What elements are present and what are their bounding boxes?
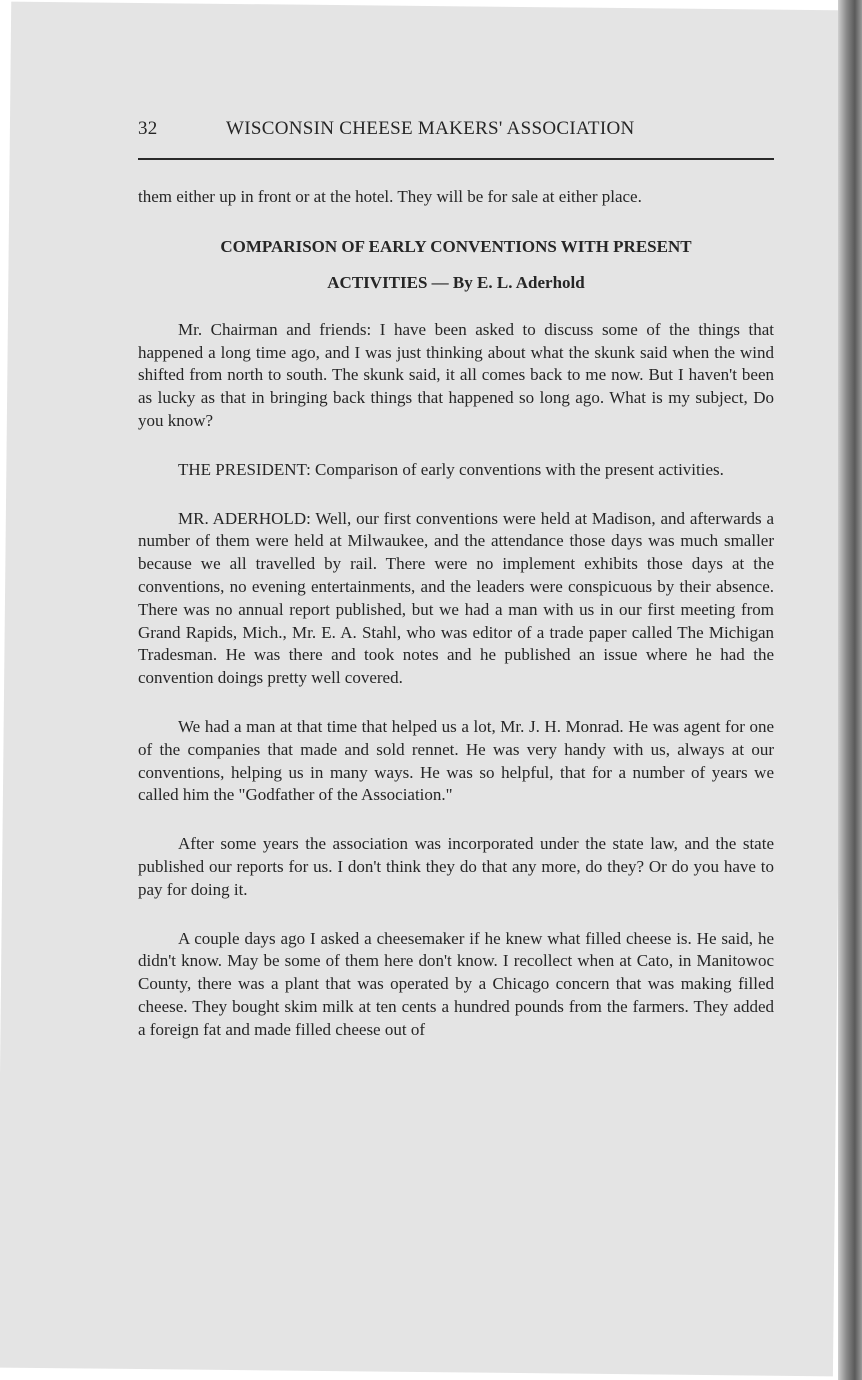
paragraph-filled-cheese: A couple days ago I asked a cheesemaker if he knew what filled cheese is. He said, he didn't know. May be some of them here don't know. I recollect when at Cato, in Manitowoc County, there was a plant that was operated by a Chicago concern that was making filled cheese. They bought skim milk at ten cents a hundred pounds from the farmers. They added a foreign fat and made filled cheese out of bbox=[138, 928, 774, 1039]
header-rule bbox=[138, 158, 774, 160]
running-title: WISCONSIN CHEESE MAKERS' ASSOCIATION bbox=[226, 118, 635, 139]
opening-paragraph: them either up in front or at the hotel. They will be for sale at either place. bbox=[138, 187, 642, 206]
paragraph-chairman: Mr. Chairman and friends: I have been asked to discuss some of the things that happened a long time ago, and I was just thinking about what the skunk said when the wind shifted from north to south. The skunk said, it all comes back to me now. But I haven't been as lucky as that in bringing back things that happened so long ago. What is my subject, Do you know? bbox=[138, 319, 774, 430]
running-header bbox=[138, 116, 774, 148]
paragraph-president: THE PRESIDENT: Comparison of early conventions with the present activities. bbox=[178, 459, 724, 479]
page-number: 32 bbox=[138, 118, 158, 139]
paragraph-monrad: We had a man at that time that helped us a lot, Mr. J. H. Monrad. He was agent for one of the companies that made and sold rennet. He was very handy with us, always at our conventions, helping us in many ways. He was so helpful, that for a number of years we called him the "Godfather of the Association." bbox=[138, 716, 774, 805]
book-spine-edge bbox=[838, 0, 862, 1380]
article-title-line-2: ACTIVITIES — By E. L. Aderhold bbox=[327, 272, 585, 292]
article-title-line-1: COMPARISON OF EARLY CONVENTIONS WITH PRESENT bbox=[220, 236, 692, 256]
paragraph-incorporation: After some years the association was incorporated under the state law, and the state published our reports for us. I don't think they do that any more, do they? Or do you have to pay for doing it. bbox=[138, 834, 774, 899]
paragraph-aderhold: MR. ADERHOLD: Well, our first conventions were held at Madison, and afterwards a number of them were held at Milwaukee, and the attendance those days was much smaller because we all travelled by rail. There were no implement exhibits those days at the conventions, no evening entertainments, and the leaders were conspicuous by their absence. There was no annual report published, but we had a man with us in our first meeting from Grand Rapids, Mich., Mr. E. A. Stahl, who was editor of a trade paper called The Michigan Tradesman. He was there and took notes and he published an issue where he had the convention doings pretty well covered. bbox=[138, 508, 774, 688]
page-content bbox=[138, 116, 774, 1042]
